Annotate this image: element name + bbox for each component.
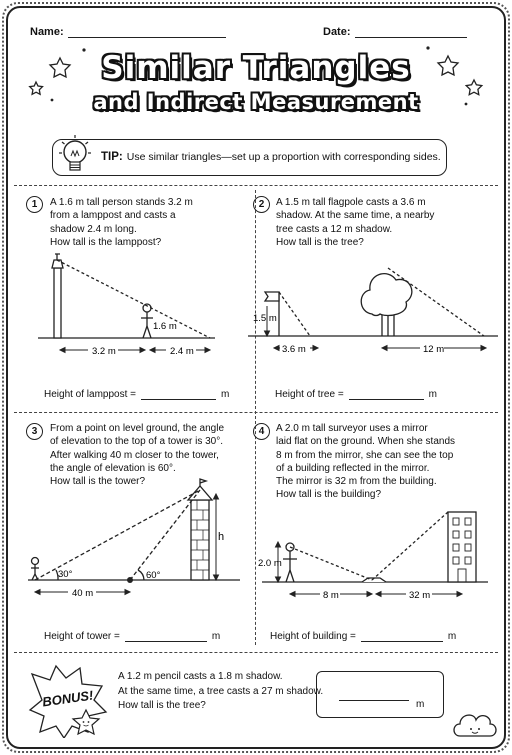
shadow-label: 2.4 m <box>170 346 194 357</box>
problem-1-line: shadow 2.4 m long. <box>50 223 137 235</box>
to-mirror-label: 8 m <box>323 590 339 601</box>
answer-building[interactable] <box>270 631 456 642</box>
answer-unit: m <box>447 631 457 642</box>
decor-stars <box>0 0 512 140</box>
star-icon <box>30 82 43 94</box>
title-line2: and Indirect Measurement <box>93 90 419 114</box>
tree-shadow-label: 12 m <box>423 344 445 355</box>
to-building-label: 32 m <box>409 590 431 601</box>
lamppost-diagram <box>20 250 220 360</box>
problem-4-line: of a building reflected in the mirror. <box>276 462 430 474</box>
walk-distance-label: 40 m <box>72 588 94 599</box>
problem-2-line: How tall is the tree? <box>276 236 364 248</box>
problem-4-number: 4 <box>253 423 270 440</box>
bonus-answer-box[interactable] <box>316 671 444 718</box>
tip-text: Use similar triangles—set up a proportion with corresponding sides. <box>126 151 441 163</box>
name-label: Name: <box>30 26 64 38</box>
star-icon <box>466 80 482 95</box>
answer-label: Height of building = <box>270 631 356 642</box>
answer-blank[interactable] <box>349 389 424 400</box>
problem-1-line: from a lamppost and casts a <box>50 210 176 222</box>
date-label: Date: <box>323 26 351 38</box>
section-divider <box>14 652 498 653</box>
problem-4-line: The mirror is 32 m from the building. <box>276 476 437 488</box>
tree-trunk <box>382 314 394 336</box>
answer-tree[interactable] <box>275 389 437 400</box>
bonus-line: A 1.2 m pencil casts a 1.8 m shadow. <box>118 671 283 682</box>
problem-3-line: After walking 40 m closer to the tower, <box>50 449 219 461</box>
flag-icon <box>265 292 279 301</box>
problem-3-line: From a point on level ground, the angle <box>50 423 224 434</box>
height-label: h <box>218 531 225 543</box>
answer-label: Height of tree = <box>275 389 344 400</box>
problem-1-line: A 1.6 m tall person stands 3.2 m <box>50 197 193 208</box>
problem-2-number: 2 <box>253 196 270 213</box>
problem-4-line: 8 m from the mirror, she can see the top <box>276 449 454 461</box>
problem-2-line: shadow. At the same time, a nearby <box>276 210 435 222</box>
lightbulb-icon <box>58 132 92 184</box>
star-icon <box>50 58 70 77</box>
problem-4-line: A 2.0 m tall surveyor uses a mirror <box>276 423 428 434</box>
person-figure <box>141 304 153 338</box>
answer-lamppost[interactable] <box>44 389 229 400</box>
title-line1: Similar Triangles <box>101 50 411 86</box>
problem-1-line: How tall is the lamppost? <box>50 236 162 248</box>
bonus-line: How tall is the tree? <box>118 700 206 711</box>
answer-blank[interactable] <box>125 631 207 642</box>
building <box>448 512 476 582</box>
problem-2-line: tree casts a 12 m shadow. <box>276 223 393 235</box>
tip-text-row <box>101 151 441 163</box>
problem-4-line: laid flat on the ground. When she stands <box>276 436 456 448</box>
problem-4-line: How tall is the building? <box>276 489 382 501</box>
problem-1-number: 1 <box>26 196 43 213</box>
answer-unit: m <box>221 389 230 400</box>
answer-blank[interactable] <box>339 700 409 701</box>
flagpole-tree-diagram <box>248 250 498 360</box>
section-divider <box>14 412 498 413</box>
answer-unit: m <box>416 699 425 710</box>
answer-unit: m <box>211 631 221 642</box>
problem-3-number: 3 <box>26 423 43 440</box>
lamppost-pole <box>54 268 61 338</box>
tower-diagram <box>20 476 245 604</box>
tower-roof <box>188 486 212 500</box>
person-height-label: 1.6 m <box>153 321 177 332</box>
star-icon <box>438 56 458 75</box>
problem-2-text <box>276 196 434 249</box>
pole-shadow-label: 3.6 m <box>282 344 306 355</box>
tower-flag-icon <box>200 479 206 486</box>
problem-3-line: the angle of elevation is 60°. <box>50 462 176 474</box>
tip-label: TIP: <box>101 151 123 163</box>
bonus-text <box>118 670 323 714</box>
pole-height-label: 1.5 m <box>253 313 277 324</box>
bonus-label: BONUS! <box>41 687 95 710</box>
distance-label: 3.2 m <box>92 346 116 357</box>
problem-3-line: of elevation to the top of a tower is 30°. <box>50 436 223 448</box>
observer-second-position <box>127 577 133 583</box>
tree-canopy <box>361 274 412 316</box>
angle-30-label: 30° <box>58 569 73 580</box>
problem-1-text <box>50 196 193 249</box>
answer-label: Height of tower = <box>44 631 120 642</box>
cloud-icon <box>452 706 498 742</box>
bonus-badge <box>24 660 114 738</box>
lamp-head <box>52 260 63 268</box>
observer-figure <box>31 558 39 581</box>
answer-blank[interactable] <box>361 631 443 642</box>
problem-2-line: A 1.5 m tall flagpole casts a 3.6 m <box>276 197 426 208</box>
surveyor-height-label: 2.0 m <box>258 558 282 569</box>
mirror-building-diagram <box>252 504 492 604</box>
answer-blank[interactable] <box>141 389 216 400</box>
answer-tower[interactable] <box>44 631 220 642</box>
answer-label: Height of lamppost = <box>44 389 136 400</box>
answer-unit: m <box>428 389 437 400</box>
angle-60-label: 60° <box>146 570 161 581</box>
light-ray <box>57 260 210 338</box>
problem-3-line: How tall is the tower? <box>50 476 146 488</box>
problem-4-text <box>276 422 455 502</box>
surveyor-figure <box>283 543 297 582</box>
bonus-line: At the same time, a tree casts a 27 m shadow. <box>118 685 324 697</box>
section-divider <box>14 185 498 186</box>
tip-box <box>52 139 447 176</box>
